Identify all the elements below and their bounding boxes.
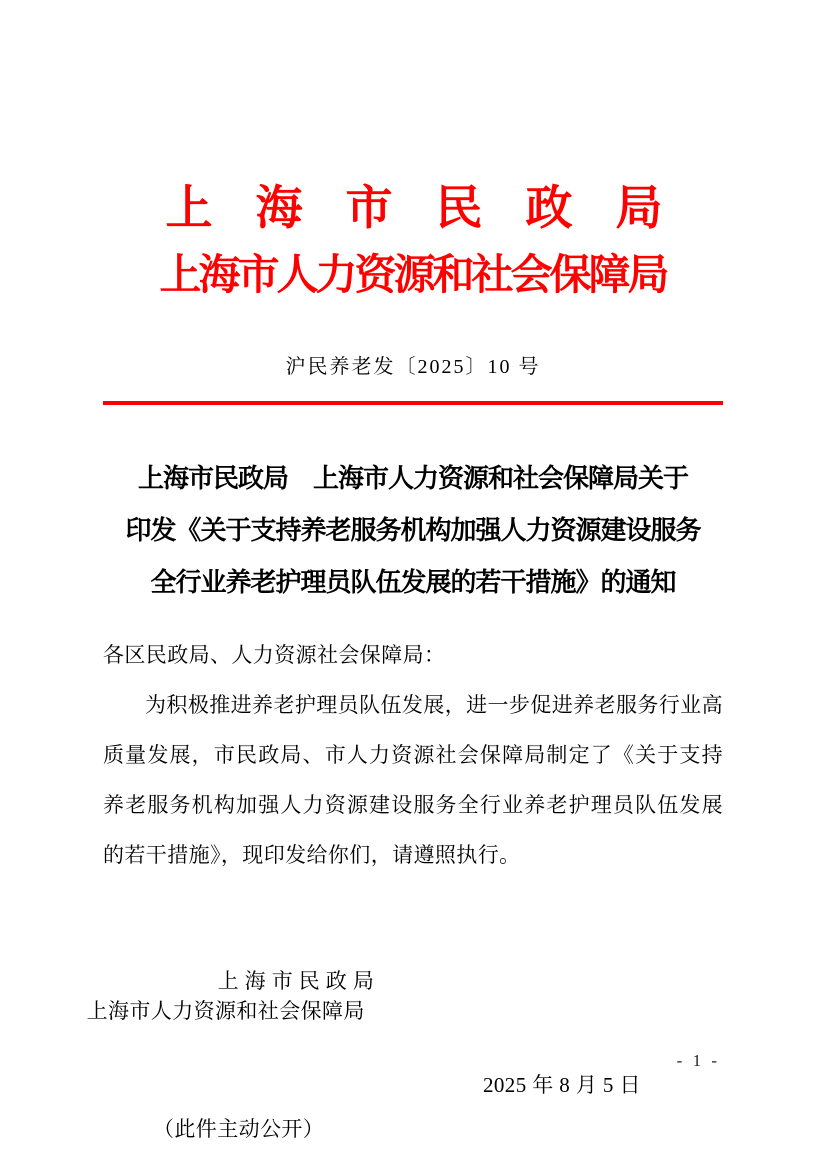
body-paragraph: 为积极推进养老护理员队伍发展，进一步促进养老服务行业高质量发展，市民政局、市人力资源社会保障局制定了《关于支持养老服务机构加强人力资源建设服务全行业养老护理员队伍发展的若干措施》，现印发给你们，请遵照执行。 — [103, 693, 723, 867]
document-title-line-2: 印发《关于支持养老服务机构加强人力资源建设服务 — [125, 516, 701, 545]
document-title — [0, 453, 826, 609]
document-title-line-3: 全行业养老护理员队伍发展的若干措施》的通知 — [150, 568, 676, 597]
page-number: - 1 - — [676, 1051, 720, 1070]
signature-row — [0, 936, 826, 1056]
disclosure-note: （此件主动公开） — [153, 1117, 325, 1141]
document-title-line-1: 上海市民政局 上海市人力资源和社会保障局关于 — [137, 464, 688, 493]
letterhead-agency-civil-affairs: 上 海 市 民 政 局 — [165, 183, 661, 235]
letterhead-agency-hr-social-security: 上海市人力资源和社会保障局 — [159, 253, 667, 299]
signature-left-agency: 上 海 市 民 政 局 — [217, 969, 375, 993]
letterhead-divider-line — [103, 401, 723, 405]
salutation: 各区民政局、人力资源社会保障局： — [103, 643, 446, 667]
document-number: 沪民养老发〔2025〕10 号 — [285, 356, 541, 378]
signature-right-agency: 上海市人力资源和社会保障局 — [86, 999, 365, 1023]
document-body — [103, 630, 723, 880]
signature-date: 2025 年 8 月 5 日 — [483, 1073, 641, 1097]
letterhead — [0, 0, 826, 299]
